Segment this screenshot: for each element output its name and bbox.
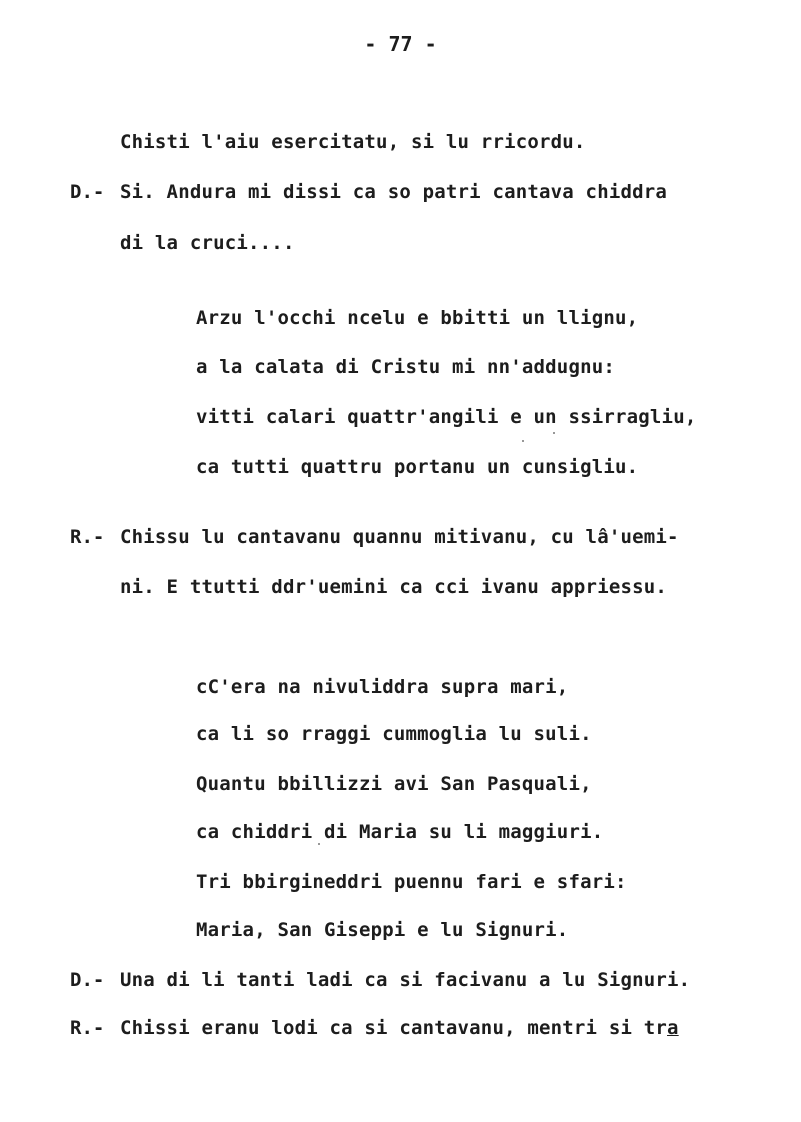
paper-speck — [522, 440, 524, 442]
text-line: ni. E ttutti ddr'uemini ca cci ivanu appriessu. — [120, 576, 668, 598]
page-number: - 77 - — [364, 32, 437, 56]
text-line: di la cruci.... — [120, 232, 295, 254]
speaker-label-r: R.- — [70, 526, 105, 548]
text-line: Una di li tanti ladi ca si facivanu a lu Signuri. — [120, 969, 691, 991]
paper-speck — [553, 432, 555, 434]
verse-line: ca chiddri di Maria su li maggiuri. — [196, 821, 604, 843]
speaker-label-d: D.- — [70, 969, 105, 991]
verse-line: a la calata di Cristu mi nn'addugnu: — [196, 356, 616, 378]
verse-line: Quantu bbillizzi avi San Pasquali, — [196, 773, 592, 795]
verse-line: Tri bbirgineddri puennu fari e sfari: — [196, 871, 627, 893]
verse-line: Arzu l'occhi ncelu e bbitti un llignu, — [196, 307, 639, 329]
speaker-label-d: D.- — [70, 181, 105, 203]
verse-line: ca li so rraggi cummoglia lu suli. — [196, 723, 592, 745]
text-line: Chissu lu cantavanu quannu mitivanu, cu lâ'uemi- — [120, 526, 679, 548]
speaker-label-r: R.- — [70, 1017, 105, 1039]
verse-line: ca tutti quattru portanu un cunsigliu. — [196, 456, 639, 478]
paper-speck — [318, 843, 320, 845]
verse-line: Maria, San Giseppi e lu Signuri. — [196, 919, 569, 941]
verse-line: cC'era na nivuliddra supra mari, — [196, 676, 569, 698]
text-line: Si. Andura mi dissi ca so patri cantava chiddra — [120, 181, 668, 203]
underlined-char: a — [667, 1017, 679, 1039]
verse-line: vitti calari quattr'angili e un ssirragliu, — [196, 406, 697, 428]
text-line — [120, 1016, 679, 1040]
text-line-main: Chissi eranu lodi ca si cantavanu, mentri si tr — [120, 1017, 668, 1039]
text-line: Chisti l'aiu esercitatu, si lu rricordu. — [120, 131, 586, 153]
